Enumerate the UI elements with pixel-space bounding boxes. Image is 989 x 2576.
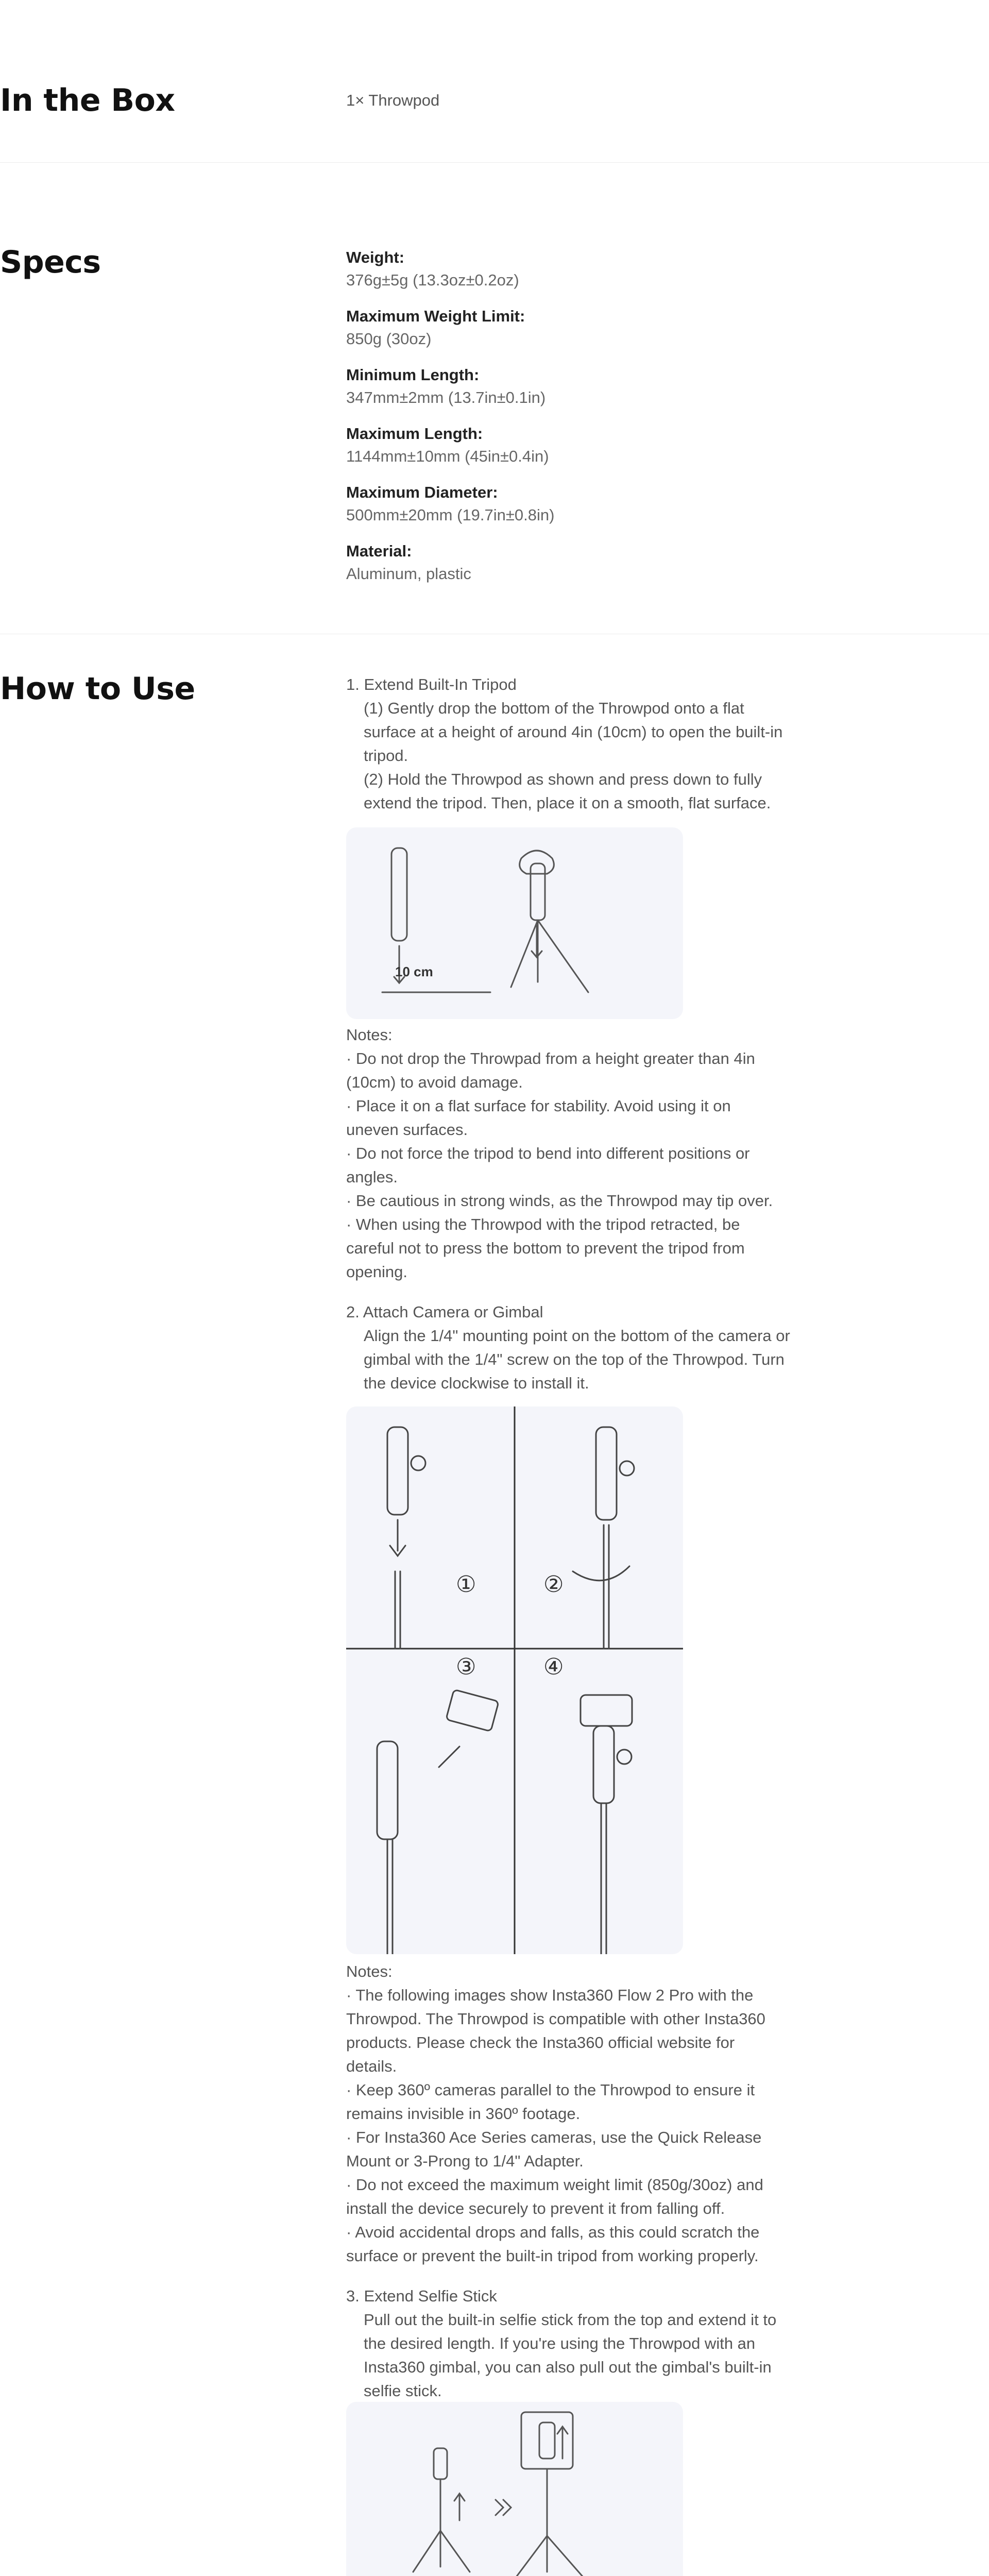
tripod-drop-illustration (346, 827, 683, 1019)
note-line: details. (346, 2057, 397, 2075)
note-line: opening. (346, 1263, 407, 1281)
note-line: · Place it on a flat surface for stability. Avoid using it on (346, 1097, 731, 1115)
note-line: · The following images show Insta360 Flow 2 Pro with the (346, 1986, 754, 2004)
spec-value: 850g (30oz) (346, 330, 432, 348)
note-line: · Be cautious in strong winds, as the Throwpod may tip over. (346, 1192, 773, 1210)
step1-figure (346, 827, 683, 1019)
step2-line: the device clockwise to install it. (364, 1374, 589, 1392)
panel-number-2: ② (543, 1572, 564, 1597)
spec-value: 347mm±2mm (13.7in±0.1in) (346, 388, 546, 406)
spec-label: Weight: (346, 248, 405, 266)
note-line: surface or prevent the built-in tripod from working properly. (346, 2247, 759, 2265)
spec-value: 376g±5g (13.3oz±0.2oz) (346, 271, 519, 289)
note-line: careful not to press the bottom to prevent the tripod from (346, 1239, 745, 1257)
spec-max-diameter (346, 481, 810, 527)
note-line: remains invisible in 360º footage. (346, 2105, 581, 2123)
step1-notes (346, 1023, 810, 1284)
note-line: · Do not drop the Throwpad from a height greater than 4in (346, 1049, 755, 1067)
panel-number-3: ③ (456, 1654, 476, 1680)
spec-label: Minimum Length: (346, 366, 480, 384)
step1-line: surface at a height of around 4in (10cm) to open the built-in (364, 723, 783, 741)
selfie-stick-illustration (346, 2402, 683, 2576)
note-line: · Do not force the tripod to bend into different positions or (346, 1144, 750, 1162)
note-line: · Do not exceed the maximum weight limit (850g/30oz) and (346, 2176, 763, 2194)
note-line: (10cm) to avoid damage. (346, 1073, 523, 1091)
gimbal-attach-illustration (346, 1406, 683, 1954)
spec-max-weight (346, 305, 810, 350)
step2-line: Align the 1/4" mounting point on the bottom of the camera or (364, 1327, 790, 1345)
note-line: install the device securely to prevent it from falling off. (346, 2199, 725, 2217)
step1-heading: 1. Extend Built-In Tripod (346, 675, 517, 693)
step1-line: (2) Hold the Throwpod as shown and press down to fully (364, 770, 762, 788)
note-line: Mount or 3-Prong to 1/4" Adapter. (346, 2152, 584, 2170)
specs-title: Specs (0, 244, 101, 280)
how-to-use-title: How to Use (0, 671, 195, 707)
note-line: products. Please check the Insta360 official website for (346, 2033, 735, 2052)
spec-value: Aluminum, plastic (346, 565, 471, 583)
spec-value: 500mm±20mm (19.7in±0.8in) (346, 506, 555, 524)
step2-heading: 2. Attach Camera or Gimbal (346, 1303, 543, 1321)
step3-line: Pull out the built-in selfie stick from the top and extend it to (364, 2311, 777, 2329)
spec-min-length (346, 364, 810, 409)
divider (0, 162, 989, 163)
spec-value: 1144mm±10mm (45in±0.4in) (346, 447, 549, 465)
spec-label: Maximum Weight Limit: (346, 307, 525, 325)
step3-heading: 3. Extend Selfie Stick (346, 2287, 497, 2305)
step3-line: Insta360 gimbal, you can also pull out the gimbal's built-in (364, 2358, 772, 2376)
step2-figure (346, 1406, 683, 1954)
step3-text (346, 2284, 810, 2403)
step2-line: gimbal with the 1/4" screw on the top of the Throwpod. Turn (364, 1350, 785, 1368)
note-line: uneven surfaces. (346, 1121, 468, 1139)
notes-heading: Notes: (346, 1026, 393, 1044)
figure-label-10cm: 10 cm (395, 964, 433, 979)
step2-text (346, 1300, 810, 1395)
spec-label: Maximum Length: (346, 425, 483, 443)
step2-notes (346, 1960, 810, 2268)
step3-line: the desired length. If you're using the Throwpod with an (364, 2334, 756, 2352)
note-line: · Avoid accidental drops and falls, as this could scratch the (346, 2223, 760, 2241)
step3-figure (346, 2402, 683, 2576)
spec-label: Material: (346, 542, 412, 560)
step1-line: tripod. (364, 747, 408, 765)
note-line: · Keep 360º cameras parallel to the Throwpod to ensure it (346, 2081, 755, 2099)
panel-number-4: ④ (543, 1654, 564, 1680)
spec-material (346, 540, 810, 585)
note-line: · When using the Throwpod with the tripod retracted, be (346, 1215, 740, 1233)
spec-weight (346, 246, 810, 292)
step3-line: selfie stick. (364, 2382, 442, 2400)
notes-heading: Notes: (346, 1962, 393, 1980)
specs-list (346, 246, 810, 599)
note-line: · For Insta360 Ace Series cameras, use the Quick Release (346, 2128, 762, 2146)
spec-max-length (346, 422, 810, 468)
spec-label: Maximum Diameter: (346, 483, 498, 501)
step1-line: extend the tripod. Then, place it on a smooth, flat surface. (364, 794, 771, 812)
step1-text (346, 673, 810, 815)
step1-line: (1) Gently drop the bottom of the Throwpod onto a flat (364, 699, 744, 717)
in-the-box-title: In the Box (0, 82, 175, 118)
note-line: Throwpod. The Throwpod is compatible with other Insta360 (346, 2010, 765, 2028)
panel-number-1: ① (456, 1572, 476, 1597)
in-the-box-item: 1× Throwpod (346, 91, 440, 109)
note-line: angles. (346, 1168, 398, 1186)
